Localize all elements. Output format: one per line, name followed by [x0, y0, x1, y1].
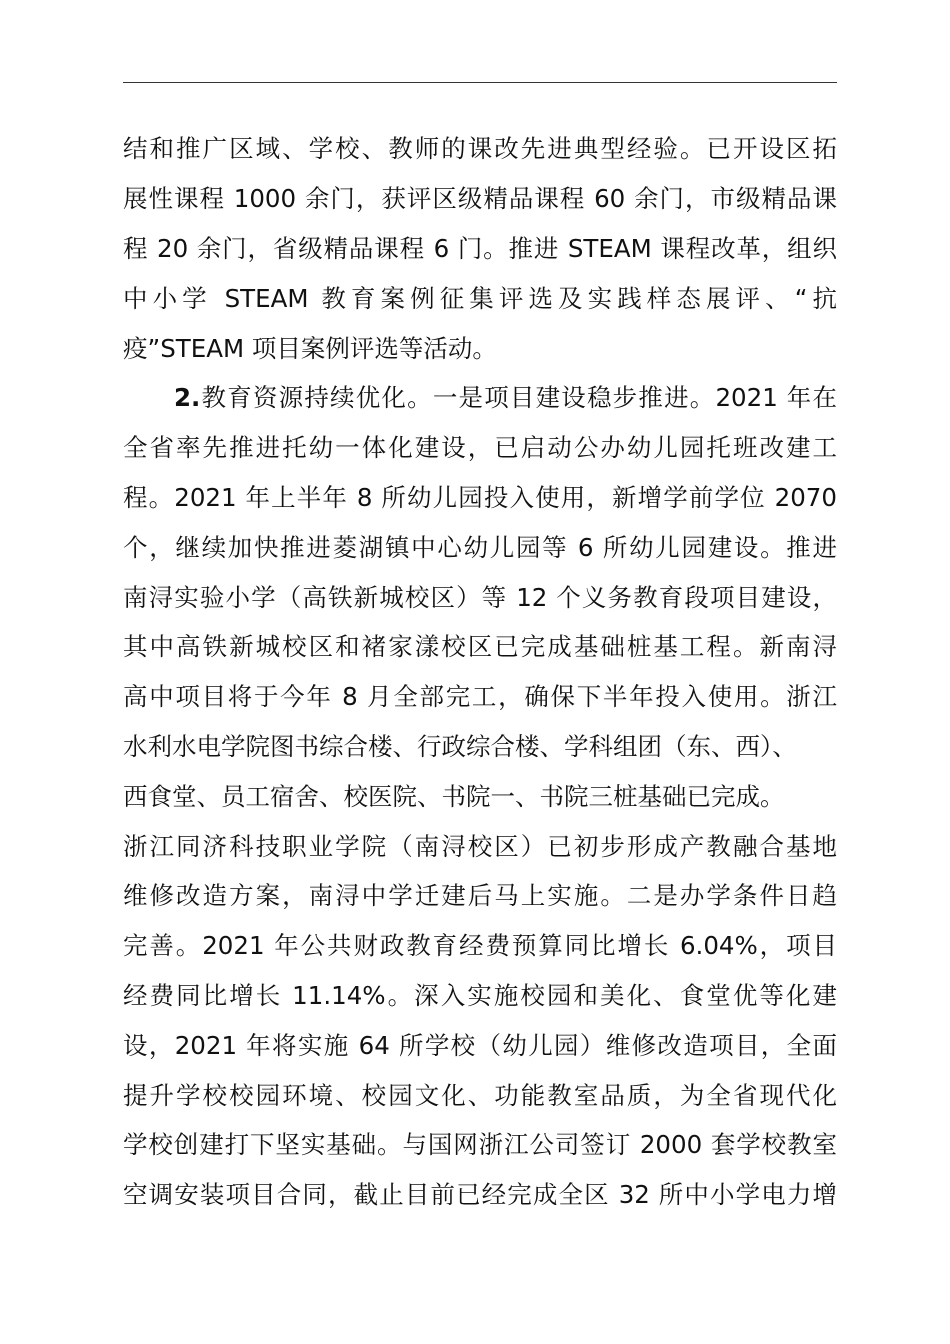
text-line: 程。2021 年上半年 8 所幼儿园投入使用，新增学前学位 2070	[123, 483, 837, 512]
text-line: 中小学 STEAM 教育案例征集评选及实践样态展评、“抗	[123, 284, 837, 313]
text-line: 空调安装项目合同，截止目前已经完成全区 32 所中小学电力增	[123, 1180, 837, 1209]
text-line: 个，继续加快推进菱湖镇中心幼儿园等 6 所幼儿园建设。推进	[123, 533, 837, 562]
text-line: 全省率先推进托幼一体化建设，已启动公办幼儿园托班改建工	[123, 433, 837, 462]
text-line: 疫”STEAM 项目案例评选等活动。	[123, 334, 497, 363]
text-line: 程 20 余门，省级精品课程 6 门。推进 STEAM 课程改革，组织	[123, 234, 837, 263]
text-line: 其中高铁新城校区和褚家漾校区已完成基础桩基工程。新南浔	[123, 632, 837, 661]
header-rule	[123, 82, 837, 83]
text-line: 设，2021 年将实施 64 所学校（幼儿园）维修改造项目，全面	[123, 1031, 837, 1060]
section-number: 2.	[174, 383, 201, 412]
text-line: 浙江同济科技职业学院（南浔校区）已初步形成产教融合基地	[123, 832, 837, 861]
text-line: 教育资源持续优化。一是项目建设稳步推进。2021 年在	[200, 383, 837, 412]
text-line: 高中项目将于今年 8 月全部完工，确保下半年投入使用。浙江	[123, 682, 837, 711]
text-line: 西食堂、员工宿舍、校医院、书院一、书院三桩基础已完成。	[123, 782, 785, 811]
text-line: 结和推广区域、学校、教师的课改先进典型经验。已开设区拓	[123, 134, 837, 163]
text-line: 提升学校校园环境、校园文化、功能教室品质，为全省现代化	[123, 1081, 837, 1110]
text-line: 维修改造方案，南浔中学迁建后马上实施。二是办学条件日趋	[123, 881, 837, 910]
text-line: 南浔实验小学（高铁新城校区）等 12 个义务教育段项目建设，	[123, 583, 837, 612]
text-line: 经费同比增长 11.14%。深入实施校园和美化、食堂优等化建	[123, 981, 837, 1010]
text-line: 展性课程 1000 余门，获评区级精品课程 60 余门，市级精品课	[123, 184, 837, 213]
paragraph-first-line	[174, 381, 837, 415]
text-line: 完善。2021 年公共财政教育经费预算同比增长 6.04%，项目	[123, 931, 837, 960]
text-line: 学校创建打下坚实基础。与国网浙江公司签订 2000 套学校教室	[123, 1130, 837, 1159]
text-line: 水利水电学院图书综合楼、行政综合楼、学科组团（东、西）、	[123, 732, 797, 761]
